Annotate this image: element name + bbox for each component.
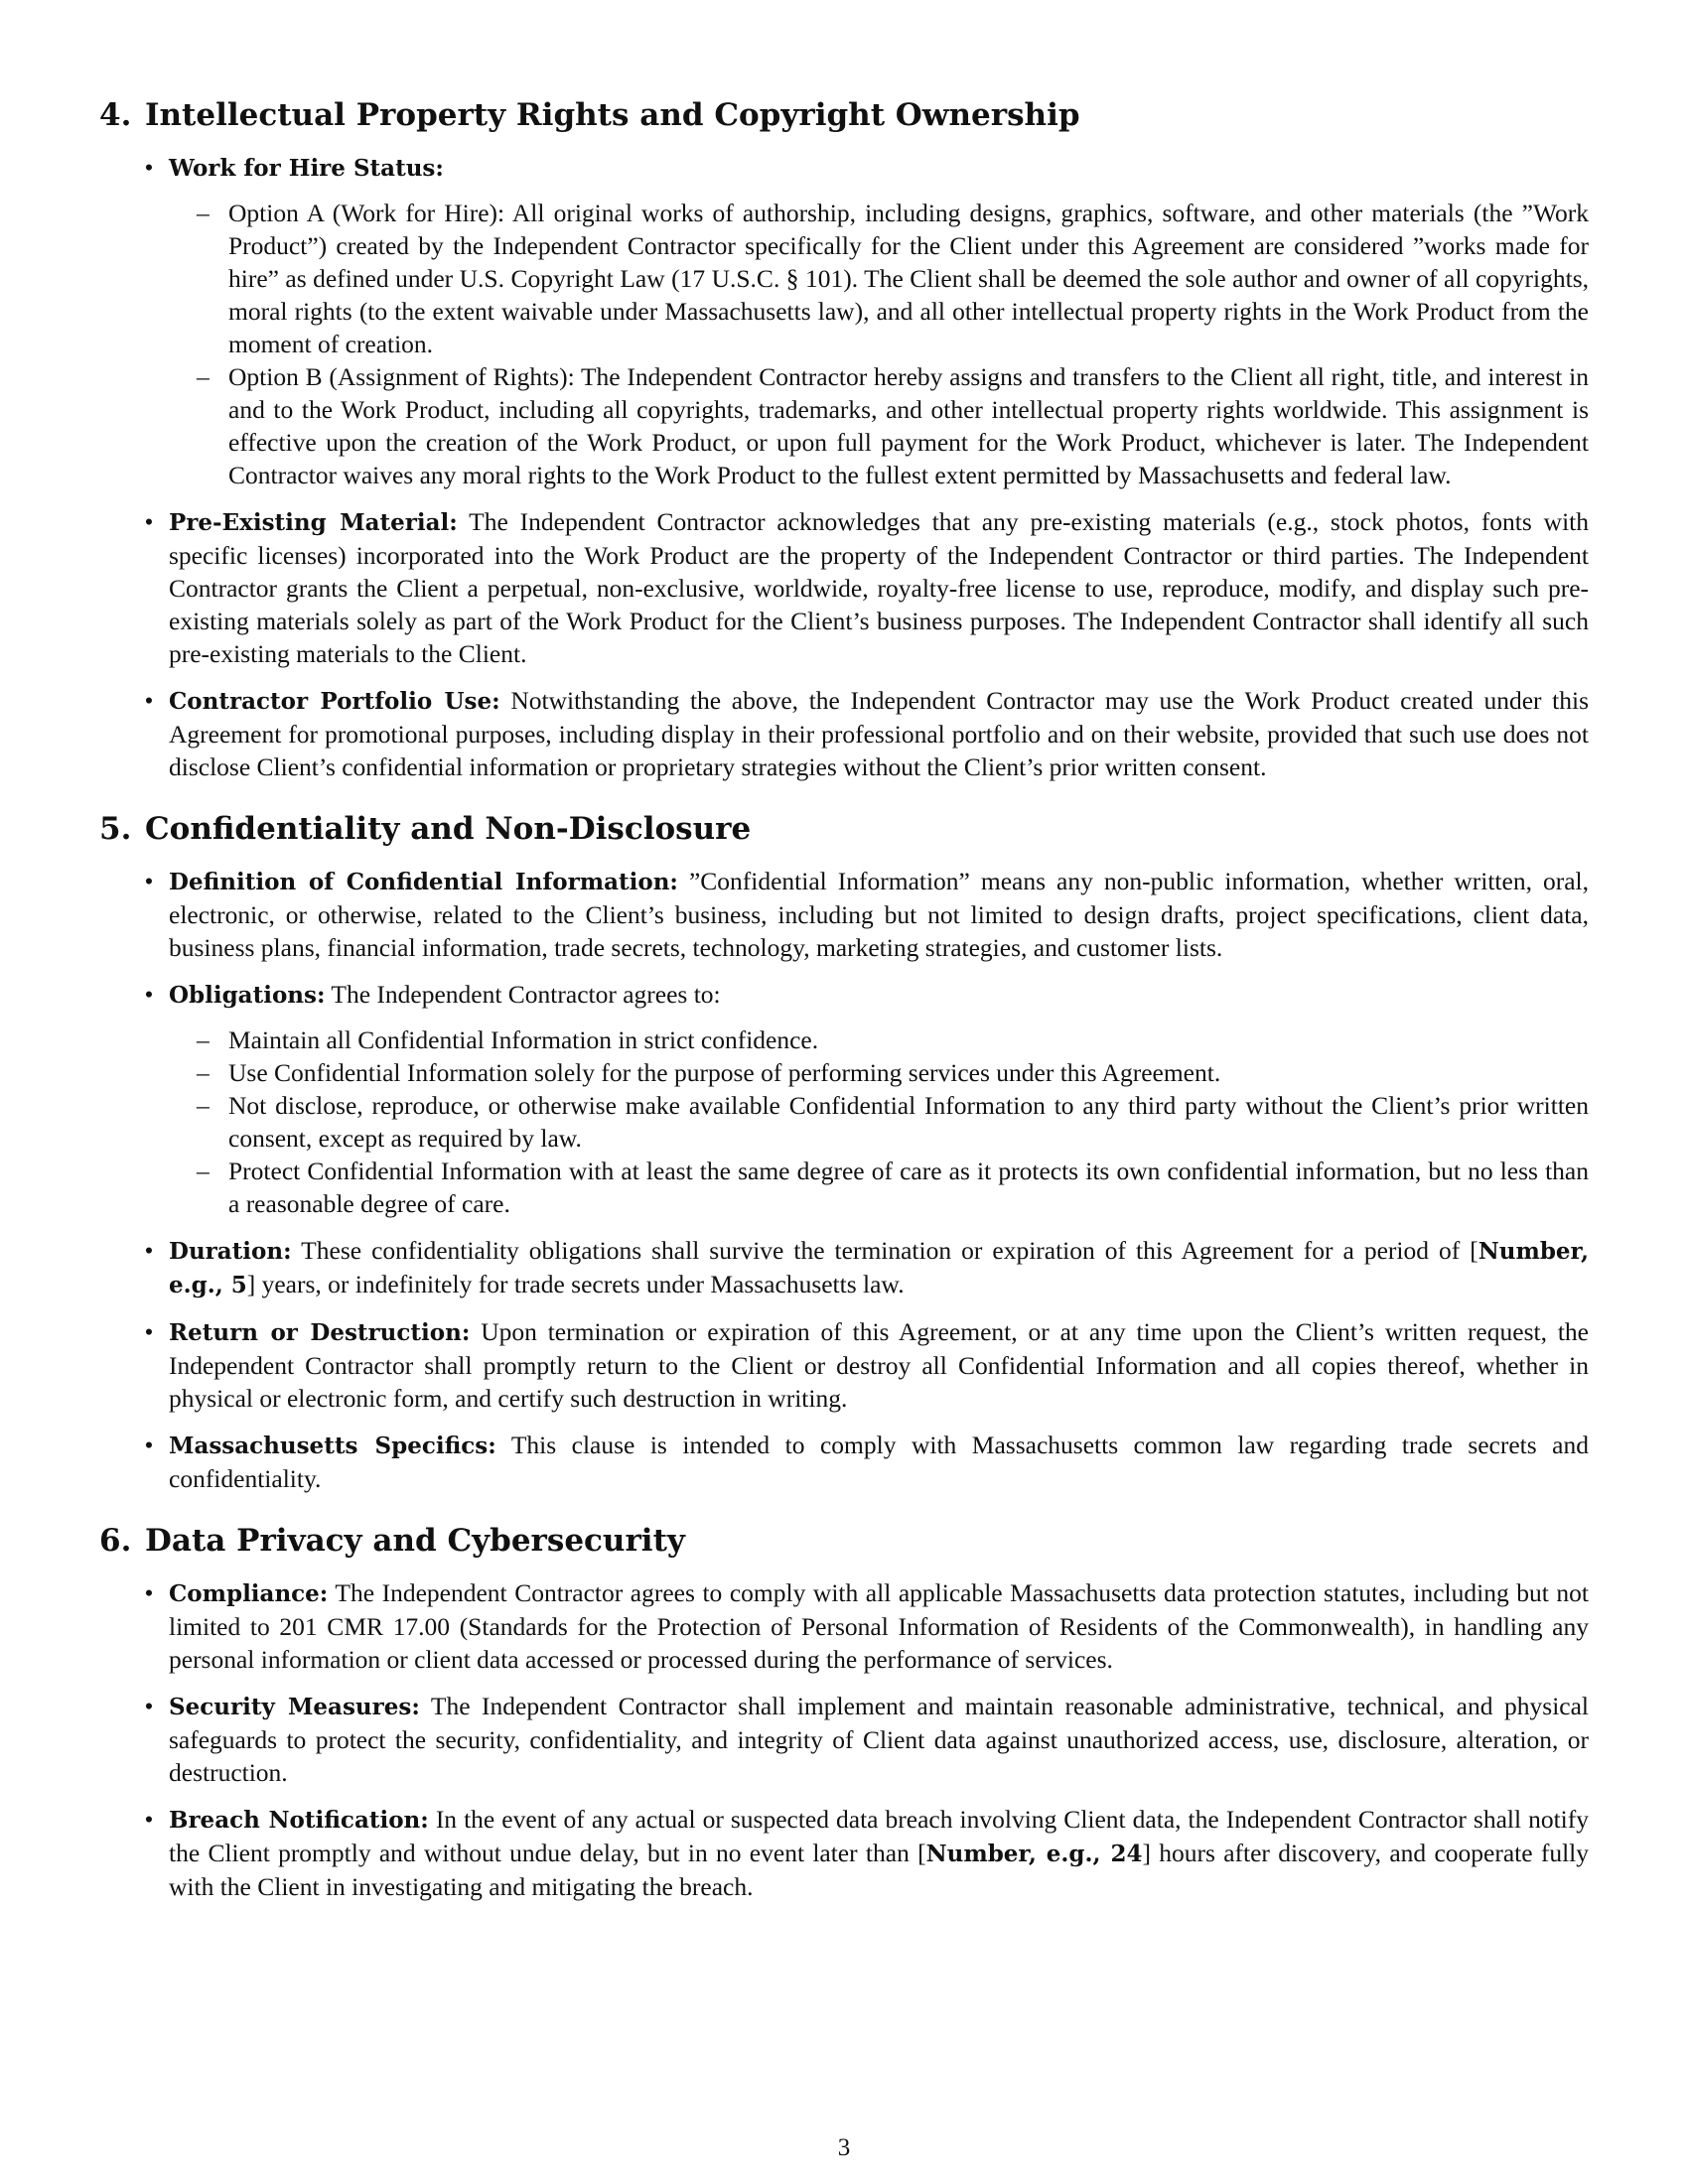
item-text: Notwithstanding the above, the Independent Contractor may use the Work Product created under this Agreement for promotional purposes, including display in their professional portfolio and on their website, provided that such use does not disclose Client’s confidential information or proprietary strategies without the Client’s prior written consent. — [169, 686, 1590, 781]
item-label: Obligations: — [169, 982, 326, 1009]
bullet-icon: • — [144, 867, 154, 895]
dash-icon: – — [197, 1025, 210, 1054]
list-item — [99, 505, 1589, 670]
list-item — [99, 1576, 1589, 1676]
item-label: Compliance: — [169, 1580, 329, 1607]
sub-item-text: Not disclose, reproduce, or otherwise make available Confidential Information to any third party without the Client’s prior written consent, except as required by law. — [228, 1091, 1589, 1153]
item-text: The Independent Contractor agrees to comply with all applicable Massachusetts data protection statutes, including but not limited to 201 CMR 17.00 (Standards for the Protection of Personal Information of Residents of the Commonwealth), in handling any personal information or client data accessed or processed during the performance of services. — [169, 1578, 1590, 1674]
item-label: Pre-Existing Material: — [169, 509, 458, 536]
item-label: Return or Destruction: — [169, 1319, 471, 1346]
document-page — [99, 95, 1589, 1917]
section-4-list — [99, 151, 1589, 783]
section-6-heading — [99, 1521, 1589, 1561]
item-text: This clause is intended to comply with Massachusetts common law regarding trade secrets and confidentiality. — [169, 1431, 1590, 1493]
item-text: The Independent Contractor agrees to: — [331, 980, 721, 1009]
section-number: 5. — [99, 811, 132, 847]
sub-list — [169, 197, 1589, 491]
sub-list-item — [169, 1089, 1589, 1155]
item-label: Massachusetts Specifics: — [169, 1433, 496, 1459]
dash-icon: – — [197, 199, 210, 227]
item-label: Breach Notification: — [169, 1807, 429, 1834]
item-label: Security Measures: — [169, 1694, 420, 1720]
item-text: The Independent Contractor shall implement and maintain reasonable administrative, technical, and physical safeguards to protect the security, confidentiality, and integrity of Client data against unauthorized access, use, disclosure, alteration, or destruction. — [169, 1692, 1589, 1787]
list-item — [99, 1234, 1589, 1301]
dash-icon: – — [197, 1091, 210, 1120]
bullet-icon: • — [144, 1692, 154, 1720]
bullet-icon: • — [144, 1317, 154, 1346]
item-label: Contractor Portfolio Use: — [169, 688, 500, 715]
section-number: 4. — [99, 97, 132, 133]
bullet-icon: • — [144, 153, 154, 182]
bullet-icon: • — [144, 1578, 154, 1607]
section-5-heading — [99, 809, 1589, 849]
list-item — [99, 684, 1589, 783]
sub-item-text: Use Confidential Information solely for the purpose of performing services under this Agreement. — [228, 1058, 1221, 1087]
placeholder-value: Number, e.g., 24 — [925, 1841, 1143, 1867]
item-text: ] hours after discovery, and cooperate fully with the Client in investigating and mitigating the breach. — [169, 1839, 1589, 1901]
item-label: Duration: — [169, 1238, 292, 1265]
section-4-heading — [99, 95, 1589, 135]
item-text: ] years, or indefinitely for trade secrets under Massachusetts law. — [246, 1270, 905, 1298]
section-5-list — [99, 865, 1589, 1495]
sub-item-text: Option B (Assignment of Rights): The Independent Contractor hereby assigns and transfers to the Client all right, title, and interest in and to the Work Product, including all copyrights, trademarks, and other intellectual property rights worldwide. This assignment is effective upon the creation of the Work Product, or upon full payment for the Work Product, whichever is later. The Independent Contractor waives any moral rights to the Work Product to the fullest extent permitted by Massachusetts and federal law. — [228, 362, 1589, 489]
sub-item-text: Option A (Work for Hire): All original works of authorship, including designs, graphics, software, and other materials (the ”Work Product”) created by the Independent Contractor specifically for the Client under this Agreement are considered ”works made for hire” as defined under U.S. Copyright Law (17 U.S.C. § 101). The Client shall be deemed the sole author and owner of all copyrights, moral rights (to the extent waivable under Massachusetts law), and all other intellectual property rights in the Work Product from the moment of creation. — [228, 199, 1589, 358]
bullet-icon: • — [144, 1431, 154, 1459]
item-text: In the event of any actual or suspected data breach involving Client data, the Independent Contractor shall notify the Client promptly and without undue delay, but in no event later than [ — [169, 1805, 1590, 1867]
dash-icon: – — [197, 1058, 210, 1087]
section-title: Data Privacy and Cybersecurity — [145, 1523, 685, 1559]
item-label: Work for Hire Status: — [169, 155, 444, 182]
bullet-icon: • — [144, 1236, 154, 1265]
list-item — [99, 865, 1589, 964]
list-item — [99, 151, 1589, 491]
section-title: Confidentiality and Non-Disclosure — [145, 811, 752, 847]
list-item — [99, 1429, 1589, 1495]
item-text: These confidentiality obligations shall survive the termination or expiration of this Agreement for a period of [ — [301, 1236, 1478, 1265]
dash-icon: – — [197, 1157, 210, 1185]
sub-list-item — [169, 1056, 1589, 1089]
dash-icon: – — [197, 362, 210, 391]
sub-list — [169, 1024, 1589, 1220]
item-text: ”Confidential Information” means any non-public information, whether written, oral, electronic, or otherwise, related to the Client’s business, including but not limited to design drafts, project specifications, client data, business plans, financial information, trade secrets, technology, marketing strategies, and customer lists. — [169, 867, 1589, 962]
item-label: Definition of Confidential Information: — [169, 869, 678, 895]
sub-item-text: Protect Confidential Information with at least the same degree of care as it protects its own confidential information, but no less than a reasonable degree of care. — [228, 1157, 1589, 1218]
sub-list-item — [169, 1155, 1589, 1220]
sub-item-text: Maintain all Confidential Information in strict confidence. — [228, 1025, 819, 1054]
section-title: Intellectual Property Rights and Copyright Ownership — [145, 97, 1080, 133]
sub-list-item — [169, 360, 1589, 491]
list-item — [99, 978, 1589, 1220]
item-text: Upon termination or expiration of this Agreement, or at any time upon the Client’s written request, the Independent Contractor shall promptly return to the Client or destroy all Confidential Information and all copies thereof, whether in physical or electronic form, and certify such destruction in writing. — [169, 1317, 1589, 1413]
page-number: 3 — [837, 2134, 851, 2161]
list-item — [99, 1315, 1589, 1415]
bullet-icon: • — [144, 980, 154, 1009]
bullet-icon: • — [144, 507, 154, 536]
sub-list-item — [169, 1024, 1589, 1056]
bullet-icon: • — [144, 686, 154, 715]
placeholder-value: Number, e.g., 5 — [169, 1238, 1589, 1298]
sub-list-item — [169, 197, 1589, 360]
bullet-icon: • — [144, 1805, 154, 1834]
item-text: The Independent Contractor acknowledges that any pre-existing materials (e.g., stock photos, fonts with specific licenses) incorporated into the Work Product are the property of the Independent Contractor or third parties. The Independent Contractor grants the Client a perpetual, non-exclusive, worldwide, royalty-free license to use, reproduce, modify, and display such pre-existing materials solely as part of the Work Product for the Client’s business purposes. The Independent Contractor shall identify all such pre-existing materials to the Client. — [169, 507, 1589, 668]
section-number: 6. — [99, 1523, 132, 1559]
list-item — [99, 1803, 1589, 1903]
list-item — [99, 1690, 1589, 1789]
section-6-list — [99, 1576, 1589, 1903]
